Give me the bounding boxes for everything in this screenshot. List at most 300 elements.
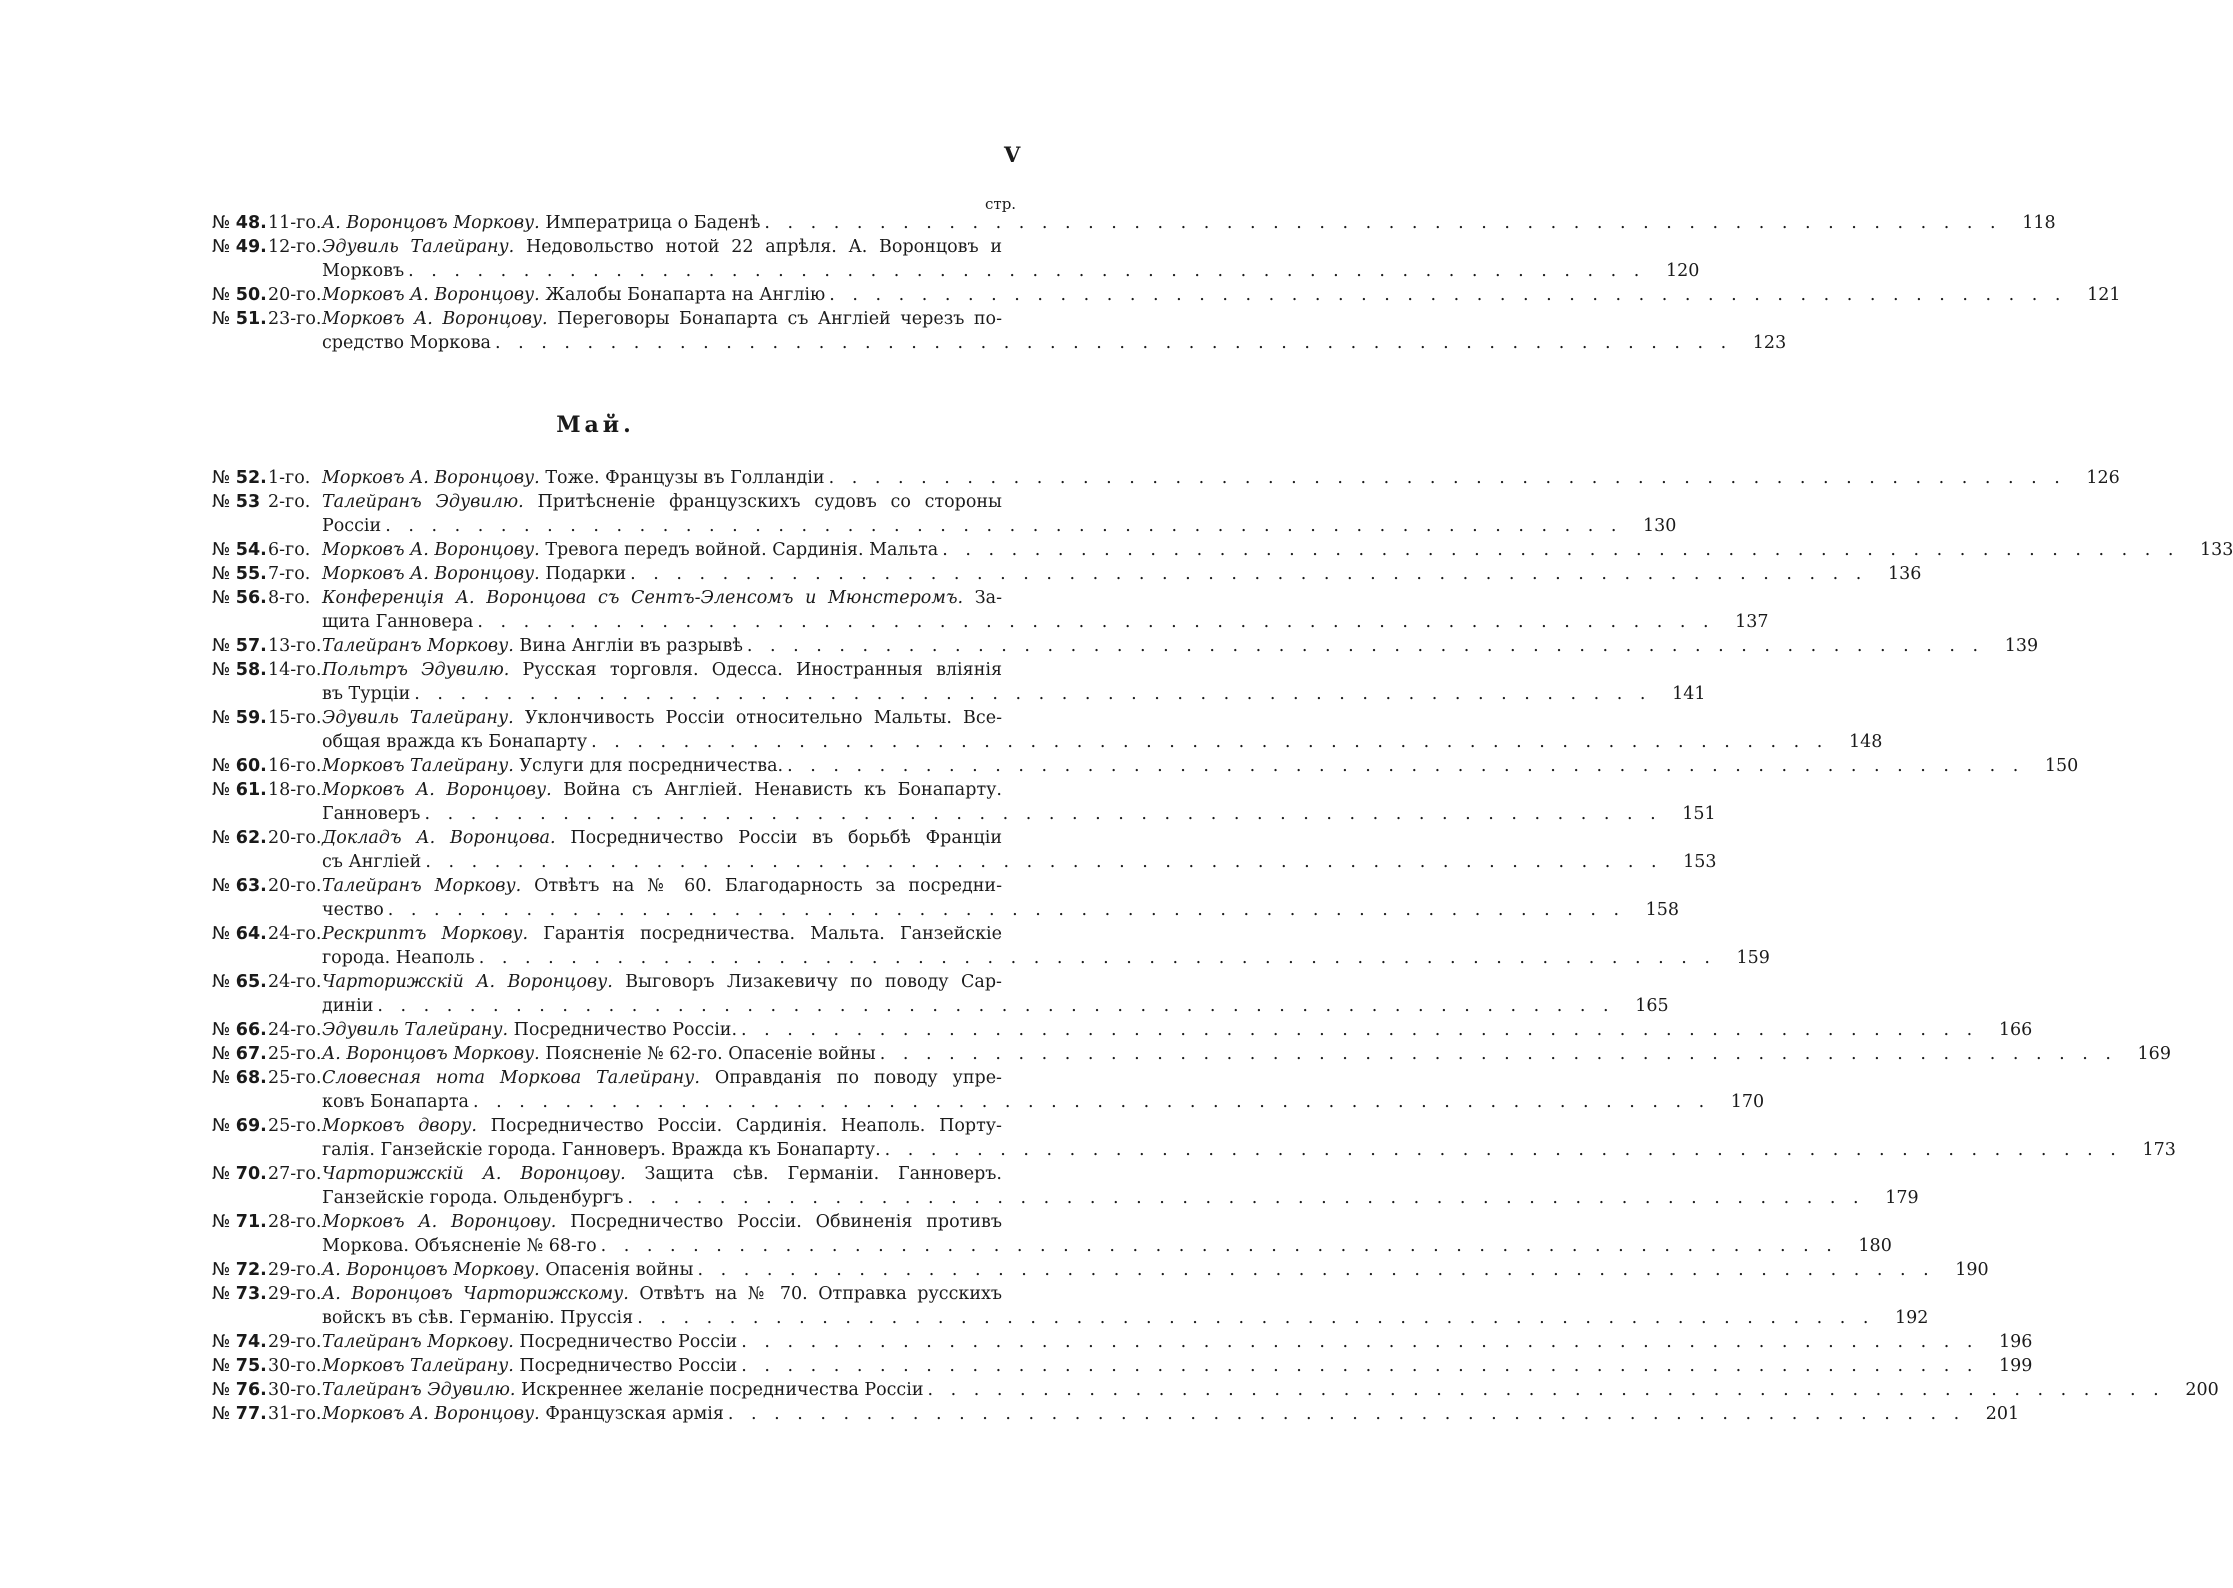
entry-number (212, 586, 266, 634)
entry-page: 169 (2137, 1044, 2171, 1064)
entry-line (322, 1138, 2176, 1162)
entry-summary-continued: средство Моркова (322, 333, 491, 353)
entry-page: 192 (1895, 1308, 1929, 1328)
entry-line (322, 1090, 1765, 1114)
leader-dots: . . . . . . . . . . . . . . . . . . . . . . . . . . . . . . . . . . . . . . . . . . . . . . . . . . . . . . (741, 1356, 1979, 1376)
entry-description (322, 706, 1883, 754)
entry-number-value: 68. (235, 1068, 267, 1088)
entry-author: Талейранъ Моркову. (322, 876, 522, 896)
entry-summary: Война съ Англіей. Ненависть къ Бонапарту. (563, 780, 1002, 800)
entry-line (322, 283, 2121, 307)
number-sign: № (212, 708, 231, 728)
entry-description (322, 235, 1700, 283)
entry-description (322, 490, 1677, 538)
toc-entry (212, 1114, 2176, 1162)
number-sign: № (212, 972, 231, 992)
toc-entries-april (212, 211, 2121, 355)
entry-number (212, 1114, 266, 1162)
entry-line (322, 307, 1002, 331)
entry-number (212, 1282, 266, 1330)
entry-description (322, 586, 1769, 634)
number-sign: № (212, 540, 231, 560)
entry-number-value: 66. (235, 1020, 267, 1040)
entry-page: 121 (2087, 285, 2121, 305)
entry-author: Конференція А. Воронцова съ Сентъ-Эленсомъ и Мюнстеромъ. (322, 588, 964, 608)
toc-entry (212, 706, 1883, 754)
entry-date: 1-го. (268, 468, 311, 488)
leader-dots: . . . . . . . . . . . . . . . . . . . . . . . . . . . . . . . . . . . . . . . . . . . . . . . . . . . . . . (494, 333, 1733, 353)
entry-line (322, 1234, 1892, 1258)
entry-number (212, 754, 266, 778)
entry-date: 24-го. (268, 924, 322, 944)
entry-author: Польтръ Эдувилю. (322, 660, 510, 680)
entry-number-value: 76. (235, 1380, 267, 1400)
leader-dots: . . . . . . . . . . . . . . . . . . . . . . . . . . . . . . . . . . . . . . . . . . . . . . . . . . . . . . (600, 1236, 1838, 1256)
entry-number (212, 538, 266, 562)
entry-description (322, 826, 1717, 874)
entry-summary: Переговоры Бонапарта съ Англіей черезъ по- (557, 309, 1002, 329)
entry-line (322, 706, 1002, 730)
entry-summary-continued: войскъ въ сѣв. Германію. Пруссія (322, 1308, 634, 1328)
leader-dots: . . . . . . . . . . . . . . . . . . . . . . . . . . . . . . . . . . . . . . . . . . . . . . . . . . . . . . (477, 612, 1715, 632)
number-sign: № (212, 213, 231, 233)
entry-number-value: 73. (235, 1284, 267, 1304)
toc-entry (212, 307, 1787, 355)
number-sign: № (212, 660, 231, 680)
number-sign: № (212, 1260, 231, 1280)
entry-summary: Тоже. Французы въ Голландіи (545, 468, 825, 488)
entry-page: 165 (1635, 996, 1669, 1016)
entry-author: Талейранъ Моркову. (322, 636, 514, 656)
entry-description (322, 1066, 1765, 1114)
number-sign: № (212, 1116, 231, 1136)
entry-author: Морковъ Талейрану. (322, 756, 514, 776)
toc-entry (212, 538, 2233, 562)
entry-text-line (322, 307, 1002, 331)
toc-entry (212, 826, 1717, 874)
entry-description (322, 283, 2121, 307)
entry-date: 25-го. (268, 1068, 322, 1088)
entry-line (322, 634, 2039, 658)
entry-number-value: 63. (235, 876, 267, 896)
entry-text-line (322, 211, 760, 235)
leader-dots: . . . . . . . . . . . . . . . . . . . . . . . . . . . . . . . . . . . . . . . . . . . . . . . . . . . . . . (741, 1332, 1979, 1352)
entry-number-value: 60. (235, 756, 267, 776)
number-sign: № (212, 285, 231, 305)
entry-text-line (322, 490, 1002, 514)
entry-page: 159 (1736, 948, 1770, 968)
entry-text-line (322, 1114, 1002, 1138)
entry-description (322, 1354, 2033, 1378)
entry-number-value: 67. (235, 1044, 267, 1064)
number-sign: № (212, 876, 231, 896)
entry-text-line (322, 562, 626, 586)
entry-number (212, 1042, 266, 1066)
entry-author: А. Воронцовъ Чарторижскому. (322, 1284, 629, 1304)
entry-line (322, 826, 1002, 850)
entry-line (322, 946, 1770, 970)
entry-date: 31-го. (268, 1404, 322, 1424)
entry-line (322, 802, 1716, 826)
entry-number-value: 52. (235, 468, 267, 488)
entry-number-value: 70. (235, 1164, 267, 1184)
toc-entry (212, 1378, 2219, 1402)
number-sign: № (212, 1356, 231, 1376)
entry-text-line (322, 466, 825, 490)
entry-summary: Посредничество Россіи (519, 1332, 738, 1352)
entry-date: 20-го. (268, 285, 322, 305)
entry-summary-continued: съ Англіей (322, 852, 422, 872)
toc-entry (212, 283, 2121, 307)
entry-description (322, 874, 1680, 922)
entry-summary-continued: чество (322, 900, 384, 920)
entry-number-value: 59. (235, 708, 267, 728)
entry-number-value: 72. (235, 1260, 267, 1280)
entry-page: 179 (1885, 1188, 1919, 1208)
entry-line (322, 1306, 1929, 1330)
entry-date: 27-го. (268, 1164, 322, 1184)
entry-line (322, 1186, 1919, 1210)
entry-author: Морковъ А. Воронцову. (322, 309, 548, 329)
entry-author: Морковъ двору. (322, 1116, 477, 1136)
entry-date: 30-го. (268, 1380, 322, 1400)
leader-dots: . . . . . . . . . . . . . . . . . . . . . . . . . . . . . . . . . . . . . . . . . . . . . . . . . . . . . . (424, 804, 1662, 824)
toc-entry (212, 466, 2120, 490)
leader-dots: . . . . . . . . . . . . . . . . . . . . . . . . . . . . . . . . . . . . . . . . . . . . . . . . . . . . . . (478, 948, 1716, 968)
entry-description (322, 1042, 2171, 1066)
number-sign: № (212, 1044, 231, 1064)
entry-line (322, 754, 2079, 778)
entry-line (322, 586, 1002, 610)
leader-dots: . . . . . . . . . . . . . . . . . . . . . . . . . . . . . . . . . . . . . . . . . . . . . . . . . . . . . . (425, 852, 1663, 872)
leader-dots: . . . . . . . . . . . . . . . . . . . . . . . . . . . . . . . . . . . . . . . . . . . . . . . . . . . . . . (942, 540, 2180, 560)
entry-date: 8-го. (268, 588, 311, 608)
leader-dots: . . . . . . . . . . . . . . . . . . . . . . . . . . . . . . . . . . . . . . . . . . . . . . . . . . . . . . (879, 1044, 2117, 1064)
entry-date: 23-го. (268, 309, 322, 329)
entry-line (322, 538, 2233, 562)
entry-author: Эдувиль Талейрану. (322, 708, 514, 728)
entry-summary-continued: диніи (322, 996, 374, 1016)
entry-description (322, 211, 2056, 235)
entry-description (322, 658, 1706, 706)
entry-date: 7-го. (268, 564, 311, 584)
entry-description (322, 922, 1770, 970)
entry-summary-continued: общая вражда къ Бонапарту (322, 732, 588, 752)
entry-summary: Недовольство нотой 22 апрѣля. А. Воронцовъ и (525, 237, 1002, 257)
toc-entry (212, 874, 1680, 922)
entry-line (322, 658, 1002, 682)
entry-number (212, 1402, 266, 1426)
number-sign: № (212, 828, 231, 848)
entry-number (212, 562, 266, 586)
entry-number-value: 62. (235, 828, 267, 848)
entry-author: Докладъ А. Воронцова. (322, 828, 556, 848)
leader-dots: . . . . . . . . . . . . . . . . . . . . . . . . . . . . . . . . . . . . . . . . . . . . . . . . . . . . . . (829, 285, 2067, 305)
entry-summary: Оправданія по поводу упре- (714, 1068, 1002, 1088)
entry-summary: Выговоръ Лизакевичу по поводу Сар- (625, 972, 1002, 992)
toc-entry (212, 1354, 2033, 1378)
entry-date: 20-го. (268, 876, 322, 896)
toc-entry (212, 1066, 1765, 1114)
entry-line (322, 514, 1677, 538)
entry-number-value: 58. (235, 660, 267, 680)
entry-number-value: 64. (235, 924, 267, 944)
entry-line (322, 1258, 1989, 1282)
entry-author: Морковъ А. Воронцову. (322, 540, 540, 560)
toc-entry (212, 1210, 1892, 1258)
entry-text-line (322, 826, 1002, 850)
entry-page: 199 (1999, 1356, 2033, 1376)
toc-entry (212, 235, 1700, 283)
entry-author: Талейранъ Эдувилю. (322, 492, 524, 512)
entry-summary: Посредничество Россіи (519, 1356, 738, 1376)
entry-description (322, 1330, 2033, 1354)
leader-dots: . . . . . . . . . . . . . . . . . . . . . . . . . . . . . . . . . . . . . . . . . . . . . . . . . . . . . . (377, 996, 1615, 1016)
number-sign: № (212, 924, 231, 944)
entry-line (322, 331, 1787, 355)
entry-number-value: 74. (235, 1332, 267, 1352)
entry-number (212, 778, 266, 826)
entry-number (212, 634, 266, 658)
entry-author: Чарторижскій А. Воронцову. (322, 972, 613, 992)
entry-description (322, 562, 1922, 586)
entry-summary: Русская торговля. Одесса. Иностранныя вліянія (522, 660, 1002, 680)
entry-text-line (322, 874, 1002, 898)
entry-text-line (322, 283, 825, 307)
entry-page: 196 (1999, 1332, 2033, 1352)
entry-description (322, 1114, 2176, 1162)
toc-entry (212, 634, 2039, 658)
entry-page: 158 (1645, 900, 1680, 920)
number-sign: № (212, 1212, 231, 1232)
entry-number (212, 211, 266, 235)
entry-author: Морковъ А. Воронцову. (322, 468, 540, 488)
entry-date: 15-го. (268, 708, 322, 728)
entry-line (322, 1018, 2033, 1042)
leader-dots: . . . . . . . . . . . . . . . . . . . . . . . . . . . . . . . . . . . . . . . . . . . . . . . . . . . . . . (884, 1140, 2122, 1160)
entry-page: 130 (1643, 516, 1677, 536)
entry-summary: Притѣсненіе французскихъ судовъ со стороны (537, 492, 1002, 512)
number-sign: № (212, 1284, 231, 1304)
number-sign: № (212, 1380, 231, 1400)
entry-summary: Посредничество Россіи. Обвиненія противъ (570, 1212, 1002, 1232)
toc-entry (212, 490, 1677, 538)
entry-number-value: 49. (235, 237, 267, 257)
entry-author: Морковъ Талейрану. (322, 1356, 514, 1376)
entry-text-line (322, 1066, 1002, 1090)
entry-line (322, 1282, 1002, 1306)
number-sign: № (212, 1404, 231, 1424)
entry-line (322, 850, 1717, 874)
entry-line (322, 490, 1002, 514)
number-sign: № (212, 636, 231, 656)
entry-summary: Гарантія посредничества. Мальта. Ганзейскіе (543, 924, 1002, 944)
number-sign: № (212, 468, 231, 488)
entry-page: 166 (1998, 1020, 2033, 1040)
entry-page: 190 (1955, 1260, 1989, 1280)
entry-page: 151 (1682, 804, 1716, 824)
entry-summary: Отвѣтъ на № 70. Отправка русскихъ (639, 1284, 1002, 1304)
entry-page: 201 (1985, 1404, 2020, 1424)
entry-text-line (322, 1042, 876, 1066)
entry-summary-continued: Ганзейскіе города. Ольденбургъ (322, 1188, 624, 1208)
leader-dots: . . . . . . . . . . . . . . . . . . . . . . . . . . . . . . . . . . . . . . . . . . . . . . . . . . . . . . (385, 516, 1623, 536)
entry-summary-continued: ковъ Бонапарта (322, 1092, 469, 1112)
number-sign: № (212, 1164, 231, 1184)
entry-number-value: 51. (235, 309, 267, 329)
entry-date: 18-го. (268, 780, 322, 800)
entry-page: 150 (2044, 756, 2079, 776)
entry-text-line (322, 922, 1002, 946)
entry-summary: Услуги для посредничества. (519, 756, 784, 776)
number-sign: № (212, 237, 231, 257)
leader-dots: . . . . . . . . . . . . . . . . . . . . . . . . . . . . . . . . . . . . . . . . . . . . . . . . . . . . . . (387, 900, 1626, 920)
entry-number (212, 706, 266, 754)
entry-text-line (322, 235, 1002, 259)
number-sign: № (212, 564, 231, 584)
entry-number (212, 1330, 266, 1354)
entry-author: Эдувиль Талейрану. (322, 1020, 509, 1040)
entry-number (212, 283, 266, 307)
leader-dots: . . . . . . . . . . . . . . . . . . . . . . . . . . . . . . . . . . . . . . . . . . . . . . . . . . . . . . (472, 1092, 1711, 1112)
entry-page: 136 (1887, 564, 1922, 584)
entry-number-value: 69. (235, 1116, 267, 1136)
toc-entry (212, 970, 1669, 1018)
entry-page: 170 (1730, 1092, 1765, 1112)
entry-number-value: 61. (235, 780, 267, 800)
entry-number (212, 235, 266, 283)
entry-number-value: 65. (235, 972, 267, 992)
leader-dots: . . . . . . . . . . . . . . . . . . . . . . . . . . . . . . . . . . . . . . . . . . . . . . . . . . . . . . (591, 732, 1829, 752)
entry-description (322, 1018, 2033, 1042)
entry-text-line (322, 778, 1002, 802)
entry-date: 29-го. (268, 1284, 322, 1304)
entry-line (322, 778, 1002, 802)
entry-summary-continued: щита Ганновера (322, 612, 474, 632)
entry-date: 20-го. (268, 828, 322, 848)
entry-text-line (322, 634, 743, 658)
entry-date: 29-го. (268, 1332, 322, 1352)
entry-number-value: 75. (235, 1356, 267, 1376)
entry-page: 118 (2022, 213, 2056, 233)
entry-summary: Императрица о Баденѣ (545, 213, 761, 233)
entry-date: 11-го. (268, 213, 322, 233)
entry-line (322, 682, 1706, 706)
entry-summary-continued: Ганноверъ (322, 804, 421, 824)
entry-summary: Поясненіе № 62-го. Опасеніе войны (545, 1044, 876, 1064)
entry-number-value: 48. (235, 213, 267, 233)
entry-line (322, 922, 1002, 946)
entry-number (212, 490, 266, 538)
toc-entry (212, 1018, 2033, 1042)
number-sign: № (212, 780, 231, 800)
entry-line (322, 994, 1669, 1018)
leader-dots: . . . . . . . . . . . . . . . . . . . . . . . . . . . . . . . . . . . . . . . . . . . . . . . . . . . . . . (727, 1404, 1966, 1424)
number-sign: № (212, 492, 231, 512)
toc-entry (212, 922, 1770, 970)
entry-line (322, 1354, 2033, 1378)
toc-entry (212, 778, 1716, 826)
toc-entry (212, 586, 1769, 634)
entry-text-line (322, 1282, 1002, 1306)
number-sign: № (212, 1020, 231, 1040)
number-sign: № (212, 756, 231, 776)
entry-text-line (322, 658, 1002, 682)
entry-number (212, 1018, 266, 1042)
entry-description (322, 778, 1716, 826)
entry-text-line (322, 706, 1002, 730)
entry-line (322, 1378, 2219, 1402)
leader-dots: . . . . . . . . . . . . . . . . . . . . . . . . . . . . . . . . . . . . . . . . . . . . . . . . . . . . . . (787, 756, 2025, 776)
entry-date: 16-го. (268, 756, 322, 776)
entry-page: 173 (2142, 1140, 2176, 1160)
entry-summary-continued: въ Турціи (322, 684, 411, 704)
entry-author: Эдувиль Талейрану. (322, 237, 515, 257)
entry-page: 120 (1665, 261, 1700, 281)
entry-author: Талейранъ Эдувилю. (322, 1380, 516, 1400)
entry-number (212, 1378, 266, 1402)
toc-entry (212, 562, 1922, 586)
entry-number-value: 77. (235, 1404, 267, 1424)
entry-date: 30-го. (268, 1356, 322, 1376)
entry-date: 24-го. (268, 972, 322, 992)
entry-text-line (322, 586, 1002, 610)
entry-description (322, 1282, 1929, 1330)
entry-number-value: 55. (235, 564, 267, 584)
toc-entry (212, 1330, 2033, 1354)
entry-summary: Отвѣтъ на № 60. Благодарность за посредни- (534, 876, 1002, 896)
entry-description (322, 1258, 1989, 1282)
entry-description (322, 1378, 2219, 1402)
entry-number-value: 56. (235, 588, 267, 608)
entry-line (322, 562, 1922, 586)
leader-dots: . . . . . . . . . . . . . . . . . . . . . . . . . . . . . . . . . . . . . . . . . . . . . . . . . . . . . . (627, 1188, 1865, 1208)
entry-line (322, 730, 1883, 754)
toc-entry (212, 658, 1706, 706)
entry-description (322, 970, 1669, 1018)
entry-description (322, 754, 2079, 778)
entry-summary-continued: Россіи (322, 516, 382, 536)
entry-line (322, 259, 1700, 283)
entry-line (322, 898, 1680, 922)
toc-entry (212, 1402, 2020, 1426)
entry-number (212, 1210, 266, 1258)
entry-line (322, 1330, 2033, 1354)
entry-number (212, 466, 266, 490)
entry-author: А. Воронцовъ Моркову. (322, 1044, 540, 1064)
toc-entry (212, 1282, 1929, 1330)
entry-summary: Вина Англіи въ разрывѣ (519, 636, 743, 656)
leader-dots: . . . . . . . . . . . . . . . . . . . . . . . . . . . . . . . . . . . . . . . . . . . . . . . . . . . . . . (630, 564, 1868, 584)
entry-text-line (322, 1354, 737, 1378)
entry-summary-continued: галія. Ганзейскіе города. Ганноверъ. Вражда къ Бонапарту. (322, 1140, 881, 1160)
entry-author: А. Воронцовъ Моркову. (322, 1260, 540, 1280)
entry-line (322, 466, 2120, 490)
leader-dots: . . . . . . . . . . . . . . . . . . . . . . . . . . . . . . . . . . . . . . . . . . . . . . . . . . . . . . (741, 1020, 1979, 1040)
entry-summary: Подарки (545, 564, 627, 584)
entry-page: 180 (1858, 1236, 1892, 1256)
entry-description (322, 307, 1787, 355)
entry-author: А. Воронцовъ Моркову. (322, 213, 540, 233)
entry-summary: Тревога передъ войной. Сардинія. Мальта (545, 540, 939, 560)
entry-line (322, 235, 1002, 259)
entry-page: 137 (1735, 612, 1769, 632)
leader-dots: . . . . . . . . . . . . . . . . . . . . . . . . . . . . . . . . . . . . . . . . . . . . . . . . . . . . . . (828, 468, 2066, 488)
entry-date: 13-го. (268, 636, 322, 656)
entry-text-line (322, 1330, 737, 1354)
page-column-header: стр. (985, 195, 1017, 213)
entry-line (322, 874, 1002, 898)
